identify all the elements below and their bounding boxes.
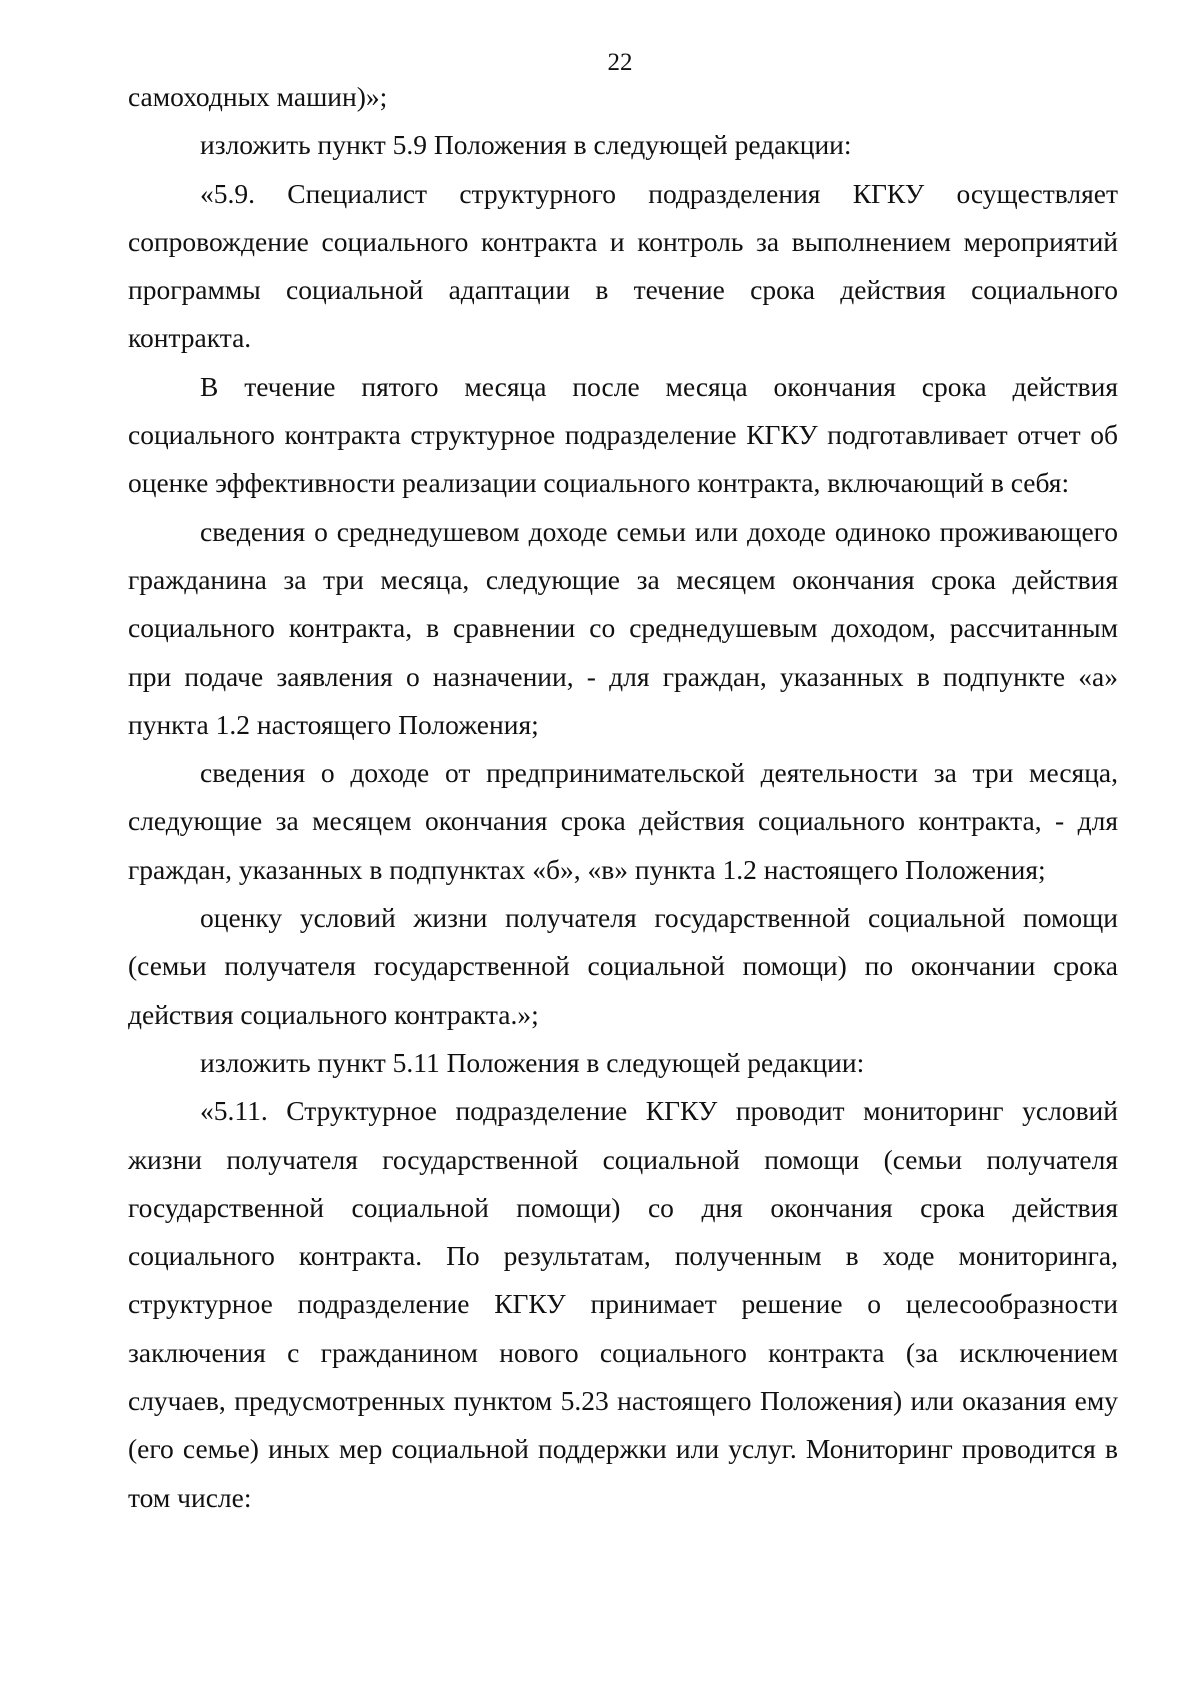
paragraph-income-info: сведения о среднедушевом доходе семьи или доходе одиноко проживающего гражданина за три месяца, следующие за месяцем окончания срока действия социального контракта, в сравнении со среднедушевым доходом, рассчитанным при подаче заявления о назначении, - для граждан, указанных в подпункте «а» пункта 1.2 настоящего Положения; (128, 515, 1118, 740)
paragraph-living-conditions: оценку условий жизни получателя государственной социальной помощи (семьи получателя государственной социальной помощи) по окончании срока действия социального контракта.»; (128, 902, 1118, 1030)
paragraph-report-intro: В течение пятого месяца после месяца окончания срока действия социального контракта структурное подразделение КГКУ подготавливает отчет об оценке эффективности реализации социального контракта, включающий в себя: (128, 370, 1118, 499)
paragraph-instruction-5-9: изложить пункт 5.9 Положения в следующей редакции: (200, 129, 852, 161)
paragraph-clause-5-9: «5.9. Специалист структурного подразделения КГКУ осуществляет сопровождение социального контракта и контроль за выполнением мероприятий программы социальной адаптации в течение срока действия социального контракта. (128, 177, 1118, 354)
paragraph-instruction-5-11: изложить пункт 5.11 Положения в следующей редакции: (200, 1046, 865, 1078)
document-body (128, 73, 1118, 1522)
paragraph-continuation: самоходных машин)»; (128, 81, 388, 112)
paragraph-business-income: сведения о доходе от предпринимательской деятельности за три месяца, следующие за месяцем окончания срока действия социального контракта, - для граждан, указанных в подпунктах «б», «в» пункта 1.2 настоящего Положения; (128, 757, 1118, 885)
page-number: 22 (607, 49, 633, 76)
paragraph-clause-5-11: «5.11. Структурное подразделение КГКУ проводит мониторинг условий жизни получателя государственной социальной помощи (семьи получателя государственной социальной помощи) со дня окончания срока действия социального контракта. По результатам, полученным в ходе мониторинга, структурное подразделение КГКУ принимает решение о целесообразности заключения с гражданином нового социального контракта (за исключением случаев, предусмотренных пунктом 5.23 настоящего Положения) или оказания ему (его семье) иных мер социальной поддержки или услуг. Мониторинг проводится в том числе: (128, 1095, 1118, 1513)
